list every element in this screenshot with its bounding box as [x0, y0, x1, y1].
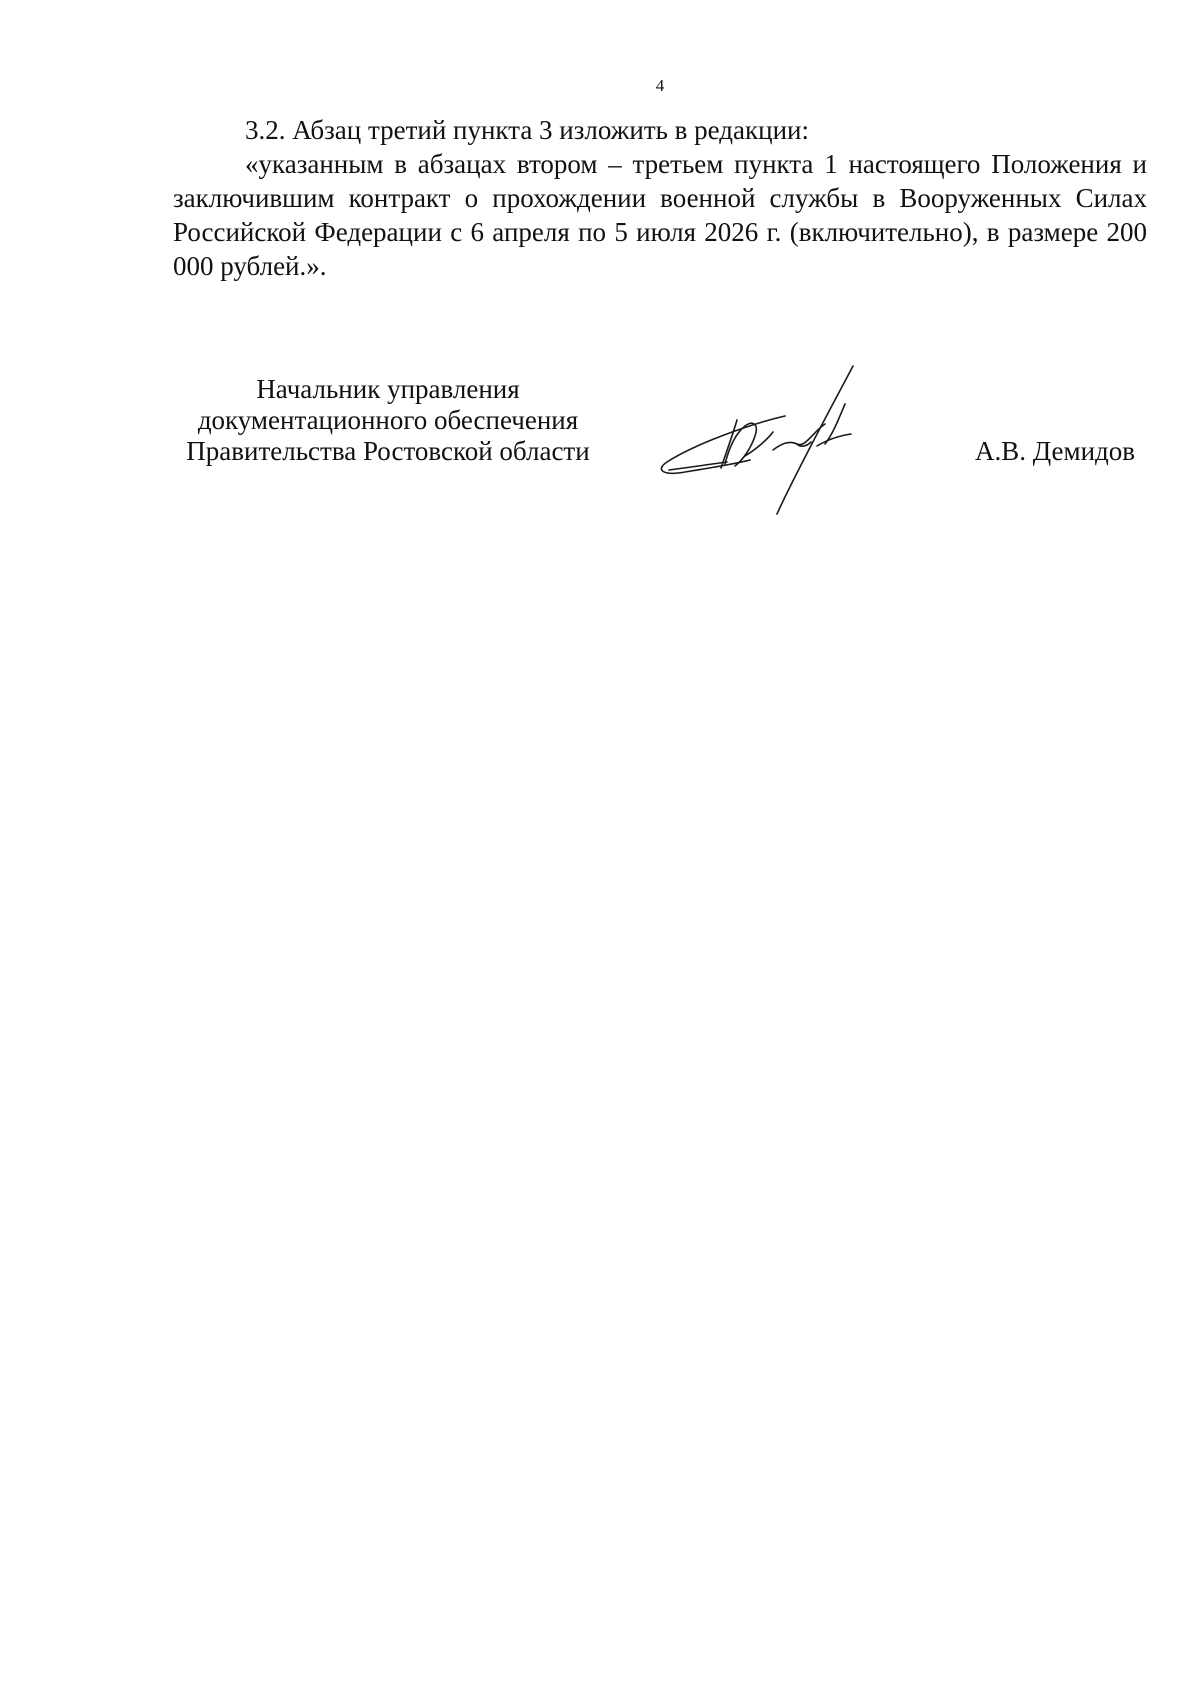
signatory-position-line: Правительства Ростовской области — [186, 436, 590, 466]
page-number: 4 — [655, 76, 665, 95]
signatory-name: А.В. Демидов — [975, 436, 1136, 466]
signatory-position — [173, 374, 603, 467]
paragraph-amendment-text: «указанным в абзацах втором – третьем пункта 1 настоящего Положения и заключившим контракт о прохождении военной службы в Вооруженных Силах Российской Федерации с 6 апреля по 5 июля 2026 г. (включительно), в размере 200 000 рублей.». — [173, 149, 1147, 281]
signatory-position-line: документационного обеспечения — [197, 405, 579, 435]
handwritten-signature — [655, 364, 935, 524]
signatory-position-line: Начальник управления — [256, 374, 520, 404]
document-body — [173, 113, 1147, 283]
paragraph-amendment-heading: 3.2. Абзац третий пункта 3 изложить в редакции: — [245, 115, 809, 145]
